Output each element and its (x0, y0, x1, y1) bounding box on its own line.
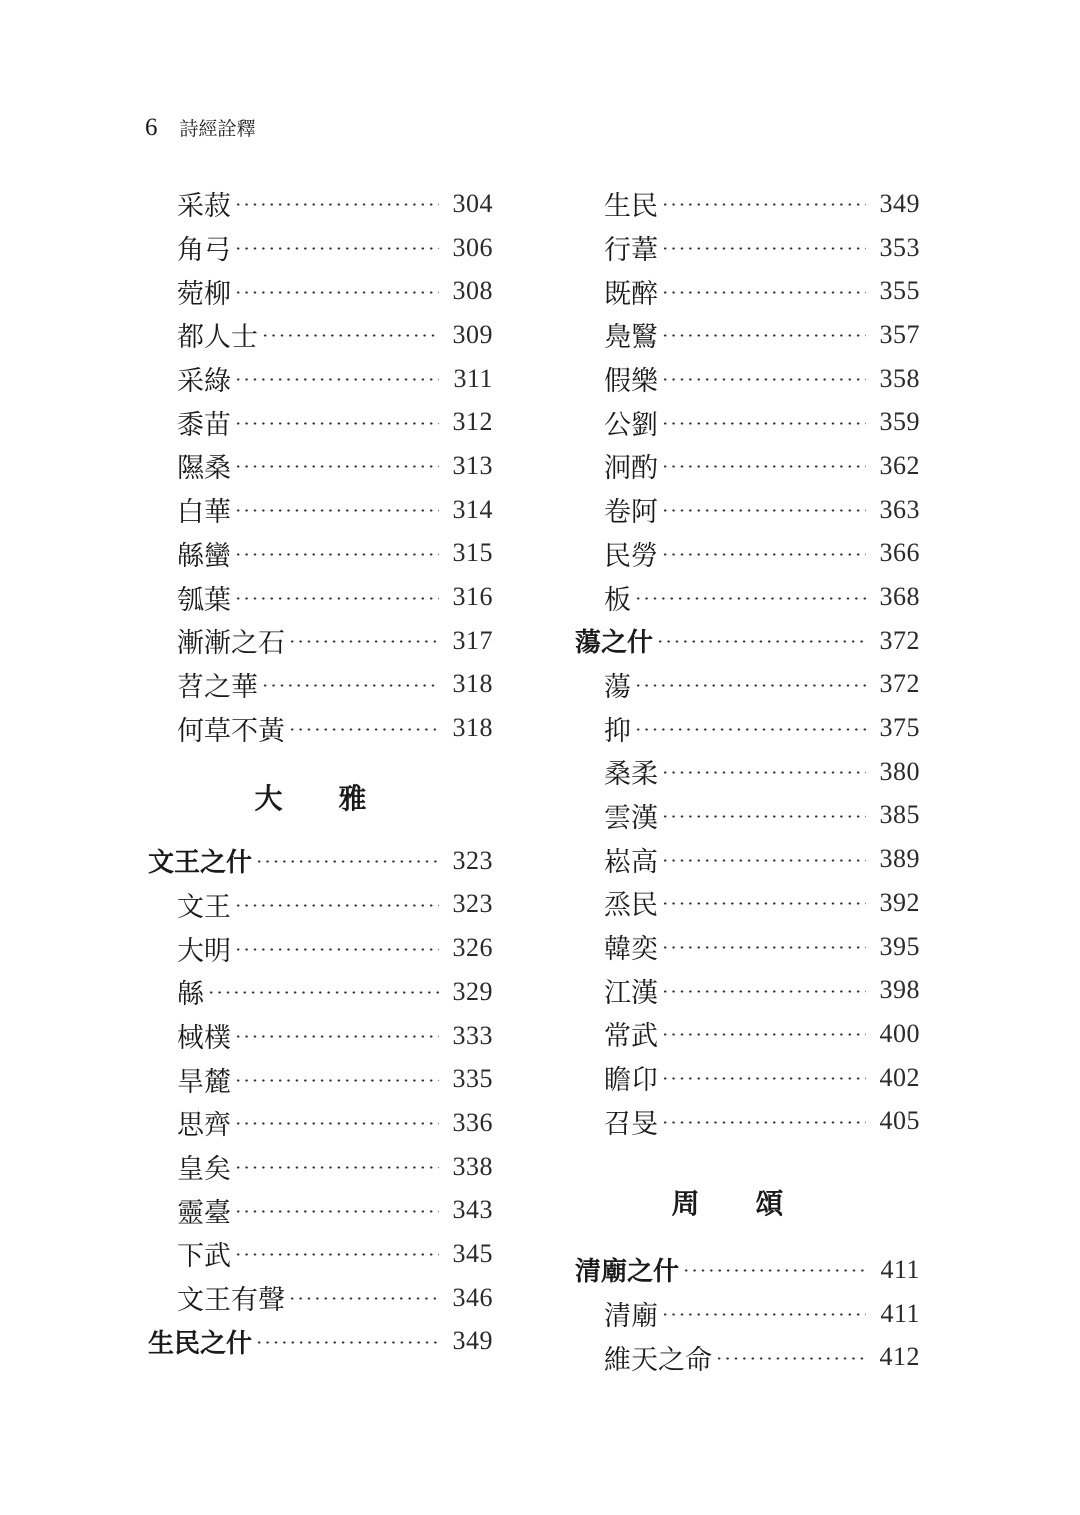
toc-entry-title: 假樂 (604, 366, 658, 398)
toc-entry-title: 蕩 (604, 671, 631, 703)
toc-entry (148, 357, 493, 401)
toc-entry-title: 下武 (177, 1241, 231, 1273)
toc-entry-title: 隰桑 (177, 453, 231, 485)
toc-entry-title: 烝民 (604, 890, 658, 922)
toc-entry-title: 瓠葉 (177, 584, 231, 616)
dot-leader (661, 1033, 866, 1036)
toc-entry-title: 生民之什 (148, 1328, 253, 1359)
toc-entry (575, 575, 920, 619)
toc-entry-page: 349 (879, 188, 920, 218)
toc-entry-page: 366 (879, 538, 920, 568)
toc-entry-page: 314 (452, 494, 493, 524)
toc-entry-page: 402 (879, 1062, 920, 1092)
toc-column-left (148, 182, 493, 1363)
toc-entry-title: 雲漢 (604, 802, 658, 834)
dot-leader (255, 860, 438, 863)
dot-leader (634, 684, 866, 687)
toc-entry-page: 380 (879, 756, 920, 786)
toc-entry-title: 黍苗 (177, 409, 231, 441)
toc-section-entry (575, 1248, 920, 1292)
dot-leader (234, 1079, 439, 1082)
dot-leader (661, 946, 866, 949)
dot-leader (634, 597, 866, 600)
page-number: 6 (145, 114, 158, 141)
toc-entry (575, 663, 920, 707)
toc-entry-title: 采綠 (177, 366, 231, 398)
toc-entry (575, 532, 920, 576)
dot-leader (234, 1035, 439, 1038)
toc-entry-title: 江漢 (604, 977, 658, 1009)
toc-entry (575, 1292, 920, 1336)
toc-entry-page: 355 (879, 276, 920, 306)
toc-entry (148, 400, 493, 444)
toc-entry (575, 1336, 920, 1380)
dot-leader (234, 1122, 439, 1125)
dot-leader (234, 597, 439, 600)
dot-leader (661, 378, 866, 381)
toc-column-right (575, 182, 920, 1379)
toc-entry (148, 1145, 493, 1189)
toc-entry-title: 棫樸 (177, 1023, 231, 1055)
toc-entry-page: 362 (879, 450, 920, 480)
toc-entry-page: 411 (880, 1254, 920, 1284)
dot-leader (255, 1341, 438, 1344)
toc-entry-page: 308 (452, 276, 493, 306)
dot-leader (234, 378, 439, 381)
toc-entry-page: 326 (452, 933, 493, 963)
toc-entry (148, 313, 493, 357)
toc-entry-page: 323 (452, 889, 493, 919)
dot-leader (661, 859, 866, 862)
toc-entry-page: 335 (452, 1064, 493, 1094)
toc-entry-title: 皇矣 (177, 1154, 231, 1186)
toc-entry-page: 317 (452, 625, 493, 655)
toc-entry-page: 333 (452, 1020, 493, 1050)
dot-leader (661, 771, 866, 774)
toc-entry-title: 旱麓 (177, 1066, 231, 1098)
toc-entry (148, 269, 493, 313)
toc-entry (575, 269, 920, 313)
toc-section-entry (575, 619, 920, 663)
toc-entry-page: 336 (452, 1107, 493, 1137)
toc-section-entry (148, 1320, 493, 1364)
toc-entry-title: 清廟 (604, 1301, 658, 1333)
toc-entry-title: 文王 (177, 891, 231, 923)
toc-entry-title: 采菽 (177, 191, 231, 223)
toc-entry-page: 395 (879, 931, 920, 961)
dot-leader (261, 684, 439, 687)
toc-entry-title: 既醉 (604, 278, 658, 310)
toc-entry-title: 思齊 (177, 1110, 231, 1142)
toc-entry (148, 706, 493, 750)
dot-leader (261, 334, 439, 337)
toc-entry (148, 1232, 493, 1276)
toc-entry-page: 375 (879, 713, 920, 743)
toc-entry-page: 372 (879, 625, 920, 655)
toc-entry-title: 大明 (177, 935, 231, 967)
toc-entry-title: 行葦 (604, 235, 658, 267)
dot-leader (661, 203, 866, 206)
group-heading: 大 雅 (254, 781, 367, 815)
toc-entry (575, 837, 920, 881)
toc-entry-title: 文王之什 (148, 848, 253, 879)
toc-entry (148, 1057, 493, 1101)
toc-entry (148, 532, 493, 576)
dot-leader (234, 1166, 439, 1169)
toc-entry-title: 何草不黃 (177, 715, 285, 747)
toc-entry-title: 苕之華 (177, 671, 258, 703)
toc-entry (575, 925, 920, 969)
toc-entry-page: 318 (452, 669, 493, 699)
dot-leader (288, 640, 439, 643)
toc-section-entry (148, 839, 493, 883)
dot-leader (661, 247, 866, 250)
toc-entry-title: 卷阿 (604, 497, 658, 529)
dot-leader (661, 815, 866, 818)
toc-entry-title: 文王有聲 (177, 1285, 285, 1317)
toc-entry-title: 抑 (604, 715, 631, 747)
toc-entry-title: 都人士 (177, 322, 258, 354)
toc-entry-page: 343 (452, 1195, 493, 1225)
group-heading: 周 頌 (671, 1187, 784, 1221)
toc-entry-title: 蕩之什 (575, 628, 654, 659)
toc-entry-title: 韓奕 (604, 934, 658, 966)
toc-entry (575, 488, 920, 532)
toc-entry (148, 575, 493, 619)
dot-leader (661, 291, 866, 294)
toc-entry-page: 363 (879, 494, 920, 524)
toc-entry-title: 公劉 (604, 409, 658, 441)
toc-entry (148, 1014, 493, 1058)
toc-entry (148, 226, 493, 270)
dot-leader (682, 1269, 866, 1272)
toc-entry (575, 226, 920, 270)
dot-leader (661, 1121, 866, 1124)
toc-entry-title: 板 (604, 584, 631, 616)
toc-entry-title: 緜 (177, 979, 204, 1011)
toc-entry (575, 444, 920, 488)
toc-entry (575, 1099, 920, 1143)
dot-leader (234, 948, 439, 951)
dot-leader (234, 1253, 439, 1256)
toc-entry-page: 398 (879, 975, 920, 1005)
toc-entry (148, 182, 493, 226)
toc-entry (148, 444, 493, 488)
toc-entry-page: 306 (452, 232, 493, 262)
toc-entry-page: 309 (452, 319, 493, 349)
toc-entry-title: 瞻卬 (604, 1065, 658, 1097)
toc-entry-page: 313 (452, 450, 493, 480)
toc-entry (575, 881, 920, 925)
toc-entry-page: 359 (879, 407, 920, 437)
dot-leader (661, 509, 866, 512)
toc-entry (148, 1188, 493, 1232)
toc-entry-title: 生民 (604, 191, 658, 223)
dot-leader (634, 728, 866, 731)
toc-entry-title: 民勞 (604, 540, 658, 572)
dot-leader (234, 904, 439, 907)
book-title: 詩經詮釋 (179, 118, 256, 140)
toc-entry-title: 角弓 (177, 235, 231, 267)
toc-entry-page: 385 (879, 800, 920, 830)
toc-entry-title: 緜蠻 (177, 540, 231, 572)
toc-entry-page: 411 (880, 1298, 920, 1328)
toc-entry (575, 706, 920, 750)
toc-entry-page: 318 (452, 713, 493, 743)
toc-entry-title: 維天之命 (604, 1344, 712, 1376)
dot-leader (288, 728, 439, 731)
dot-leader (288, 1297, 439, 1300)
toc-entry (148, 619, 493, 663)
toc-entry-title: 鳧鷖 (604, 322, 658, 354)
toc-entry-page: 349 (452, 1326, 493, 1356)
toc-entry (148, 883, 493, 927)
toc-entry-page: 389 (879, 844, 920, 874)
dot-leader (234, 203, 439, 206)
toc-entry-title: 常武 (604, 1021, 658, 1053)
toc-entry-page: 345 (452, 1238, 493, 1268)
toc-entry-title: 桑柔 (604, 759, 658, 791)
toc-entry-page: 368 (879, 582, 920, 612)
toc-entry-title: 崧高 (604, 846, 658, 878)
dot-leader (234, 553, 439, 556)
toc-entry-page: 392 (879, 887, 920, 917)
toc-entry-page: 412 (879, 1342, 920, 1372)
toc-entry (148, 1101, 493, 1145)
dot-leader (661, 422, 866, 425)
dot-leader (234, 465, 439, 468)
toc-entry (148, 970, 493, 1014)
toc-entry-page: 372 (879, 669, 920, 699)
toc-entry-page: 338 (452, 1151, 493, 1181)
dot-leader (661, 465, 866, 468)
dot-leader (207, 991, 439, 994)
toc-entry (148, 488, 493, 532)
dot-leader (656, 640, 865, 643)
toc-entry-title: 白華 (177, 497, 231, 529)
dot-leader (234, 422, 439, 425)
toc-entry-page: 304 (452, 188, 493, 218)
toc-entry (575, 794, 920, 838)
toc-entry (575, 968, 920, 1012)
toc-entry-title: 漸漸之石 (177, 628, 285, 660)
toc-entry (575, 182, 920, 226)
toc-entry (575, 400, 920, 444)
dot-leader (661, 553, 866, 556)
dot-leader (661, 902, 866, 905)
toc-entry-title: 泂酌 (604, 453, 658, 485)
toc-entry-page: 315 (452, 538, 493, 568)
dot-leader (234, 247, 439, 250)
toc-entry-title: 菀柳 (177, 278, 231, 310)
toc-entry (148, 1276, 493, 1320)
toc-entry (148, 663, 493, 707)
toc-entry (575, 1012, 920, 1056)
toc-entry-title: 召旻 (604, 1108, 658, 1140)
dot-leader (661, 334, 866, 337)
dot-leader (715, 1357, 866, 1360)
toc-entry-title: 靈臺 (177, 1197, 231, 1229)
toc-entry-page: 353 (879, 232, 920, 262)
toc-entry-page: 405 (879, 1106, 920, 1136)
toc-entry-page: 329 (452, 976, 493, 1006)
toc-entry-page: 311 (453, 363, 493, 393)
toc-entry-page: 346 (452, 1282, 493, 1312)
toc-entry-title: 清廟之什 (575, 1257, 680, 1288)
dot-leader (234, 509, 439, 512)
page-header (145, 114, 256, 148)
toc-entry (575, 750, 920, 794)
dot-leader (661, 990, 866, 993)
toc-entry (575, 357, 920, 401)
toc-entry (148, 926, 493, 970)
dot-leader (661, 1077, 866, 1080)
toc-entry-page: 358 (879, 363, 920, 393)
dot-leader (234, 1210, 439, 1213)
toc-entry (575, 1056, 920, 1100)
toc-entry-page: 312 (452, 407, 493, 437)
toc-entry-page: 316 (452, 582, 493, 612)
toc-entry (575, 313, 920, 357)
toc-entry-page: 357 (879, 319, 920, 349)
dot-leader (661, 1313, 866, 1316)
dot-leader (234, 291, 439, 294)
toc-entry-page: 323 (452, 845, 493, 875)
toc-entry-page: 400 (879, 1018, 920, 1048)
